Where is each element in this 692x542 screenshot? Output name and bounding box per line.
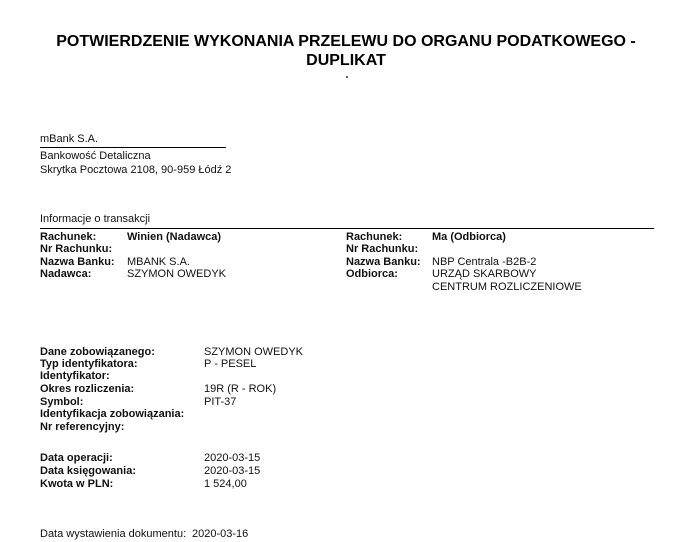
operation-date-label: Data operacji: — [40, 452, 113, 464]
document-title-line1: POTWIERDZENIE WYKONANIA PRZELEWU DO ORGANU PODATKOWEGO - — [56, 33, 636, 50]
sender-label: Nadawca: — [40, 268, 92, 280]
sender-bank-value: MBANK S.A. — [127, 256, 190, 268]
recipient-value-line2: CENTRUM ROZLICZENIOWE — [432, 281, 582, 293]
sender-account-number-label: Nr Rachunku: — [40, 243, 113, 255]
symbol-value: PIT-37 — [204, 396, 237, 408]
recipient-account-label: Rachunek: — [346, 231, 403, 243]
sender-account-label: Rachunek: — [40, 231, 97, 243]
sender-value: SZYMON OWEDYK — [127, 268, 227, 280]
booking-date-label: Data księgowania: — [40, 465, 136, 477]
sender-bank-label: Nazwa Banku: — [40, 256, 115, 268]
bank-address: Skrytka Pocztowa 2108, 90-959 Łódź 2 — [40, 164, 232, 176]
issue-date-label: Data wystawienia dokumentu: — [40, 528, 187, 540]
recipient-label: Odbiorca: — [346, 268, 398, 280]
reference-number-label: Nr referencyjny: — [40, 421, 125, 433]
issue-date-value: 2020-03-16 — [192, 528, 249, 540]
transaction-section-label: Informacje o transakcji — [40, 213, 151, 225]
booking-date-value: 2020-03-15 — [204, 465, 261, 477]
settlement-period-label: Okres rozliczenia: — [40, 383, 135, 395]
settlement-period-value: 19R (R - ROK) — [204, 383, 277, 395]
bank-underline — [40, 147, 226, 148]
identifier-label: Identyfikator: — [40, 370, 110, 382]
obligation-id-label: Identyfikacja zobowiązania: — [40, 408, 185, 420]
recipient-account-value: Ma (Odbiorca) — [432, 231, 506, 243]
obligor-label: Dane zobowiązanego: — [40, 346, 155, 358]
symbol-label: Symbol: — [40, 396, 84, 408]
recipient-account-number-label: Nr Rachunku: — [346, 243, 419, 255]
identifier-type-label: Typ identyfikatora: — [40, 358, 138, 370]
transaction-divider — [40, 228, 654, 229]
obligor-value: SZYMON OWEDYK — [204, 346, 304, 358]
bank-name: mBank S.A. — [40, 133, 99, 145]
operation-date-value: 2020-03-15 — [204, 452, 261, 464]
bank-department: Bankowość Detaliczna — [40, 150, 151, 162]
document-title-line2: DUPLIKAT — [306, 52, 386, 69]
recipient-bank-label: Nazwa Banku: — [346, 256, 421, 268]
sender-account-value: Winien (Nadawca) — [127, 231, 222, 243]
recipient-value-line1: URZĄD SKARBOWY — [432, 268, 537, 280]
identifier-type-value: P - PESEL — [204, 358, 257, 370]
amount-label: Kwota w PLN: — [40, 478, 114, 490]
recipient-bank-value: NBP Centrala -B2B-2 — [432, 256, 537, 268]
decorative-dot — [346, 76, 348, 78]
amount-value: 1 524,00 — [204, 478, 247, 490]
